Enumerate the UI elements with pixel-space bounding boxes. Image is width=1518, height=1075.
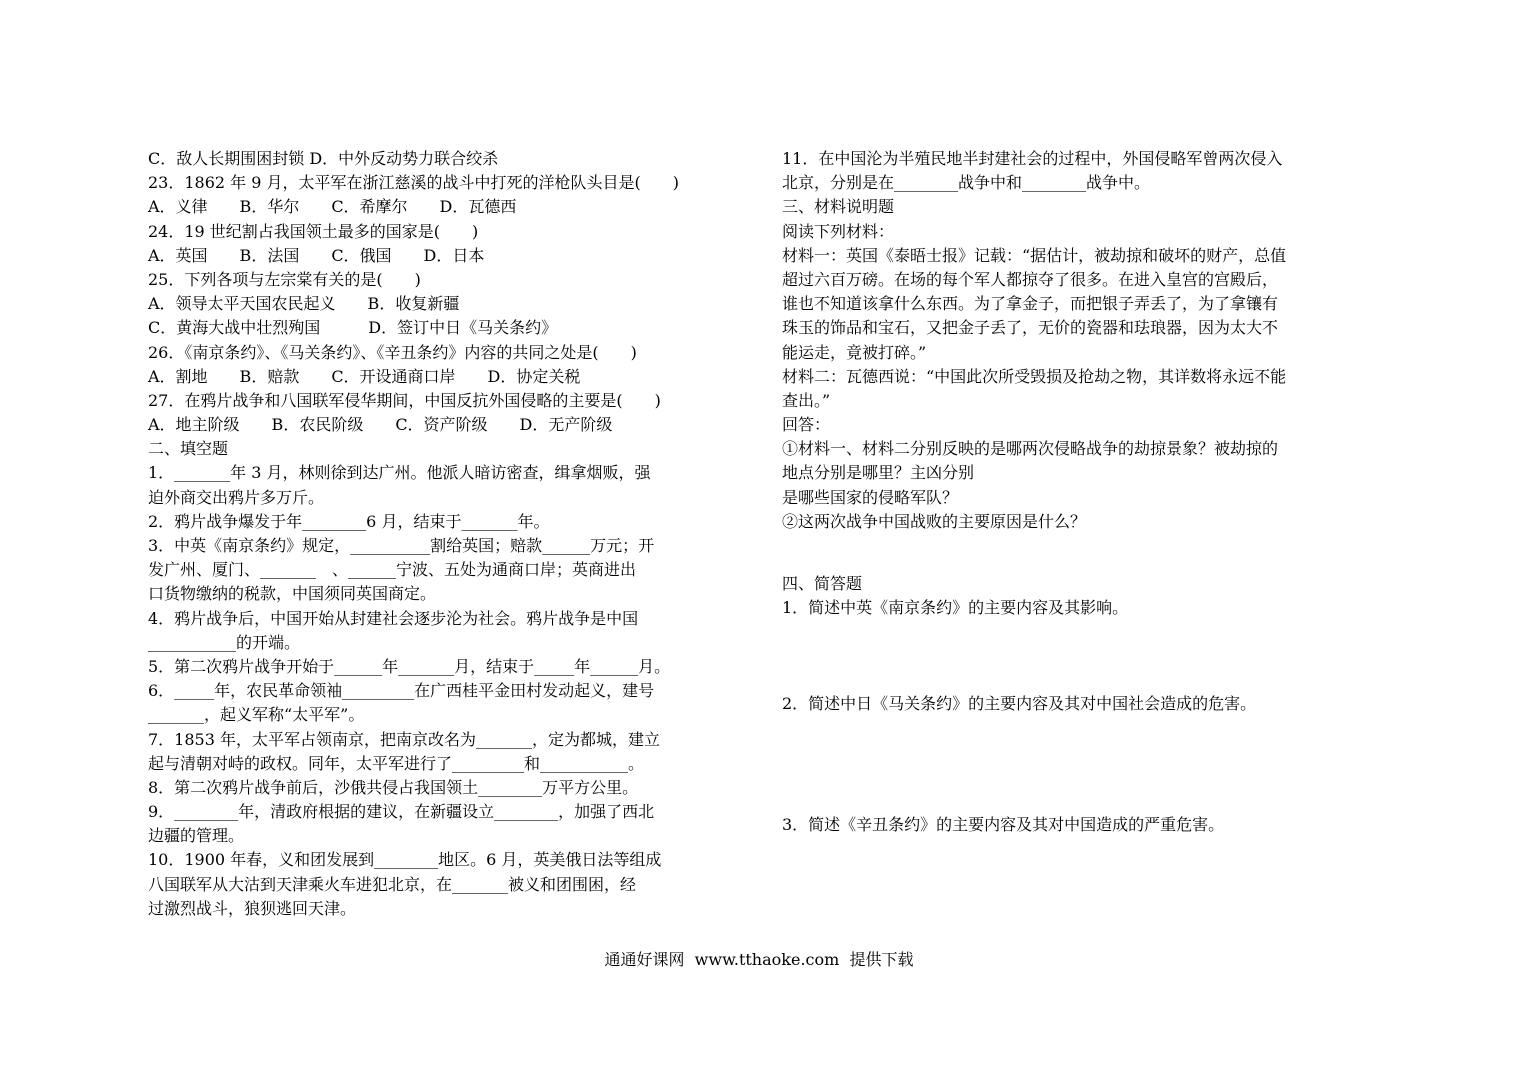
short-answer-question-2: 2．简述中日《马关条约》的主要内容及其对中国社会造成的危害。 [782,694,1257,714]
short-answer-heading: 四、简答题 [782,574,863,593]
material-2-line-2: 查出。” [782,390,831,410]
material-2-line-1: 材料二：瓦德西说：“中国此次所受毁损及抢劫之物，其详数将永远不能 [782,366,1287,386]
q26-options: A．割地 B．赔款 C．开设通商口岸 D．协定关税 [148,366,581,386]
material-question-1-line-3: 是哪些国家的侵略军队？ [782,487,959,507]
q25-stem: 25．下列各项与左宗棠有关的是( ) [148,269,421,289]
answer-label: 回答： [782,415,831,435]
q23-stem: 23．1862 年 9 月，太平军在浙江慈溪的战斗中打死的洋枪队头目是( ) [148,173,680,193]
answer-space [782,534,1374,572]
fill-item-10-line-2: 八国联军从大沽到天津乘火车进犯北京，在_______被义和团围困，经 [148,874,637,894]
answer-space [782,620,1374,692]
answer-space [782,717,1374,813]
fill-item-4-line-2: ___________的开端。 [148,632,301,652]
fill-item-9-line-2: 边疆的管理。 [148,826,245,846]
fill-item-7-line-1: 7．1853 年，太平军占领南京，把南京改名为_______，定为都城，建立 [148,729,660,749]
material-intro: 阅读下列材料： [782,221,895,241]
material-question-1-line-1: ①材料一、材料二分别反映的是哪两次侵略战争的劫掠景象？被劫掠的 [782,439,1279,459]
material-1-line-4: 珠玉的饰品和宝石，又把金子丢了，无价的瓷器和珐琅器，因为太大不 [782,318,1279,338]
fill-item-9-line-1: 9．________年，清政府根据的建议，在新疆设立________，加强了西北 [148,802,655,822]
fill-item-5: 5．第二次鸦片战争开始于______年_______月，结束于_____年______月。 [148,656,671,676]
q24-stem: 24．19 世纪割占我国领土最多的国家是( ) [148,221,479,241]
material-1-line-5: 能运走，竟被打碎。” [782,342,927,362]
fill-item-3-line-1: 3．中英《南京条约》规定，__________割给英国；赔款______万元；开 [148,536,655,555]
fill-item-4-line-1: 4．鸦片战争后，中国开始从封建社会逐步沦为社会。鸦片战争是中国 [148,608,639,628]
q27-options: A．地主阶级 B．农民阶级 C．资产阶级 D．无产阶级 [148,415,613,435]
fill-item-7-line-2: 起与清朝对峙的政权。同年，太平军进行了_________和___________。 [148,753,645,773]
short-answer-question-1: 1．简述中英《南京条约》的主要内容及其影响。 [782,598,1129,618]
fill-item-10-line-1: 10．1900 年春，义和团发展到________地区。6 月，英美俄日法等组成 [148,850,662,870]
fill-item-10-line-3: 过激烈战斗，狼狈逃回天津。 [148,898,357,918]
material-question-2: ②这两次战争中国战败的主要原因是什么？ [782,511,1087,531]
q22-options-cd: C．敌人长期围困封锁 D．中外反动势力联合绞杀 [148,149,499,168]
fill-item-2: 2．鸦片战争爆发于年________6 月，结束于_______年。 [148,511,550,531]
q27-stem: 27．在鸦片战争和八国联军侵华期间，中国反抗外国侵略的主要是( ) [148,390,661,410]
fill-item-3-line-2: 发广州、厦门、_______ 、______宁波、五处为通商口岸；英商进出 [148,560,637,580]
material-question-1-line-2: 地点分别是哪里？主凶分别 [782,463,975,483]
fill-item-11-line-2: 北京，分别是在________战争中和________战争中。 [782,173,1151,193]
material-1-line-1: 材料一：英国《泰晤士报》记载：“据估计，被劫掠和破坏的财产，总值 [782,245,1287,265]
fill-item-8: 8．第二次鸦片战争前后，沙俄共侵占我国领土________万平方公里。 [148,777,639,797]
q25-options-cd: C．黄海大战中壮烈殉国 D．签订中日《马关条约》 [148,318,558,338]
right-column [782,147,1374,837]
fill-section-heading: 二、填空题 [148,439,229,459]
material-1-line-3: 谁也不知道该拿什么东西。为了拿金子，而把银子弄丢了，为了拿镶有 [782,294,1279,314]
q26-stem: 26．《南京条约》、《马关条约》、《辛丑条约》内容的共同之处是( ) [148,342,637,362]
q25-options-ab: A．领导太平天国农民起义 B．收复新疆 [148,294,460,314]
material-1-line-2: 超过六百万磅。在场的每个军人都掠夺了很多。在进入皇宫的宫殿后， [782,269,1279,289]
fill-item-1-line-2: 迫外商交出鸦片多万斤。 [148,487,325,507]
fill-item-1-line-1: 1．_______年 3 月，林则徐到达广州。他派人暗访密查，缉拿烟贩，强 [148,463,651,483]
q23-options: A．义律 B．华尔 C．希摩尔 D．瓦德西 [148,197,517,217]
page-footer: 通通好课网 www.tthaoke.com 提供下载 [604,950,914,969]
fill-item-3-line-3: 口货物缴纳的税款，中国须同英国商定。 [148,584,437,604]
left-column [148,147,742,921]
fill-item-11-line-1: 11．在中国沦为半殖民地半封建社会的过程中，外国侵略军曾两次侵入 [782,149,1283,168]
short-answer-question-3: 3．简述《辛丑条约》的主要内容及其对中国造成的严重危害。 [782,814,1225,834]
material-section-heading: 三、材料说明题 [782,197,895,217]
q24-options: A．英国 B．法国 C．俄国 D．日本 [148,245,485,265]
fill-item-6-line-1: 6．_____年，农民革命领袖_________在广西桂平金田村发动起义，建号 [148,681,655,701]
fill-item-6-line-2: _______，起义军称“太平军”。 [148,705,365,725]
